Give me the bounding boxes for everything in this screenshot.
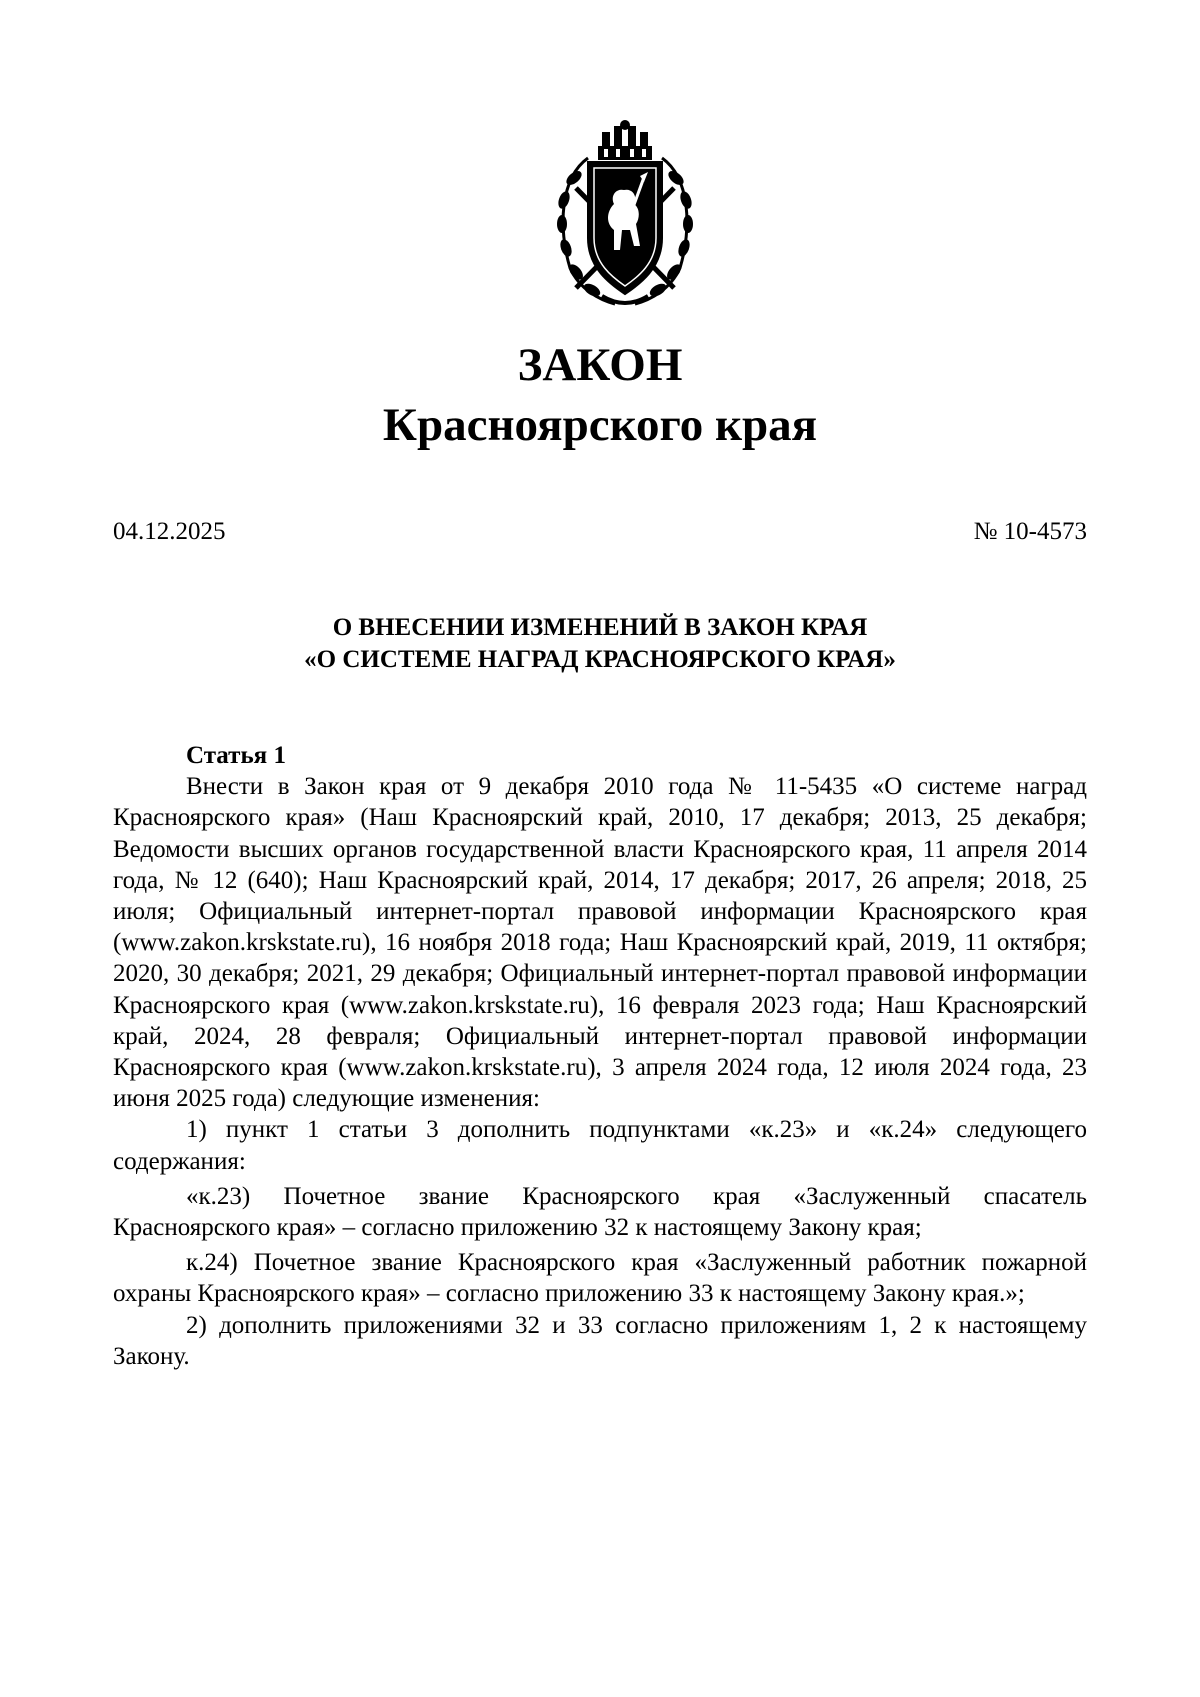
article-paragraph-k23: «к.23) Почетное звание Красноярского края «Заслуженный спасатель Красноярского края» – согласно приложению 32 к настоящему Закону края; bbox=[113, 1182, 1087, 1242]
document-title: ЗАКОН bbox=[517, 339, 683, 391]
article-paragraph-intro: Внести в Закон края от 9 декабря 2010 года № 11-5435 «О системе наград Красноярского края» (Наш Красноярский край, 2010, 17 декабря; 2013, 25 декабря; Ведомости высших органов государственной власти Красноярского края, 11 апреля 2014 года, № 12 (640); Наш Красноярский край, 2014, 17 декабря; 2017, 26 апреля; 2018, 25 июля; Официальный интернет-портал правовой информации Красноярского края (www.zakon.krskstate.ru), 16 ноября 2018 года; Наш Красноярский край, 2019, 11 октября; 2020, 30 декабря; 2021, 29 декабря; Официальный интернет-портал правовой информации Красноярского края (www.zakon.krskstate.ru), 16 февраля 2023 года; Наш Красноярский край, 2024, 28 февраля; Официальный интернет-портал правовой информации Красноярского края (www.zakon.krskstate.ru), 3 апреля 2024 года, 12 июля 2024 года, 23 июня 2025 года) следующие изменения: bbox=[113, 773, 1087, 1113]
document-date: 04.12.2025 bbox=[113, 518, 226, 545]
coat-of-arms-emblem bbox=[540, 118, 710, 313]
law-title bbox=[113, 612, 1087, 676]
article-paragraph-item-1: 1) пункт 1 статьи 3 дополнить подпунктами «к.23» и «к.24» следующего содержания: bbox=[113, 1116, 1087, 1175]
document-subtitle: Красноярского края bbox=[382, 399, 818, 451]
document-number: № 10-4573 bbox=[973, 518, 1087, 545]
law-title-line-2: «О СИСТЕМЕ НАГРАД КРАСНОЯРСКОГО КРАЯ» bbox=[304, 646, 896, 673]
article-heading: Статья 1 bbox=[186, 742, 286, 769]
document-meta-row bbox=[113, 517, 1087, 547]
article-paragraph-k24: к.24) Почетное звание Красноярского края «Заслуженный работник пожарной охраны Красноярского края» – согласно приложению 33 к настоящему Закону края.»; bbox=[113, 1249, 1087, 1308]
article-body bbox=[113, 740, 1087, 1372]
law-title-line-1: О ВНЕСЕНИИ ИЗМЕНЕНИЙ В ЗАКОН КРАЯ bbox=[332, 614, 868, 641]
article-paragraph-item-2: 2) дополнить приложениями 32 и 33 согласно приложениям 1, 2 к настоящему Закону. bbox=[113, 1311, 1087, 1370]
